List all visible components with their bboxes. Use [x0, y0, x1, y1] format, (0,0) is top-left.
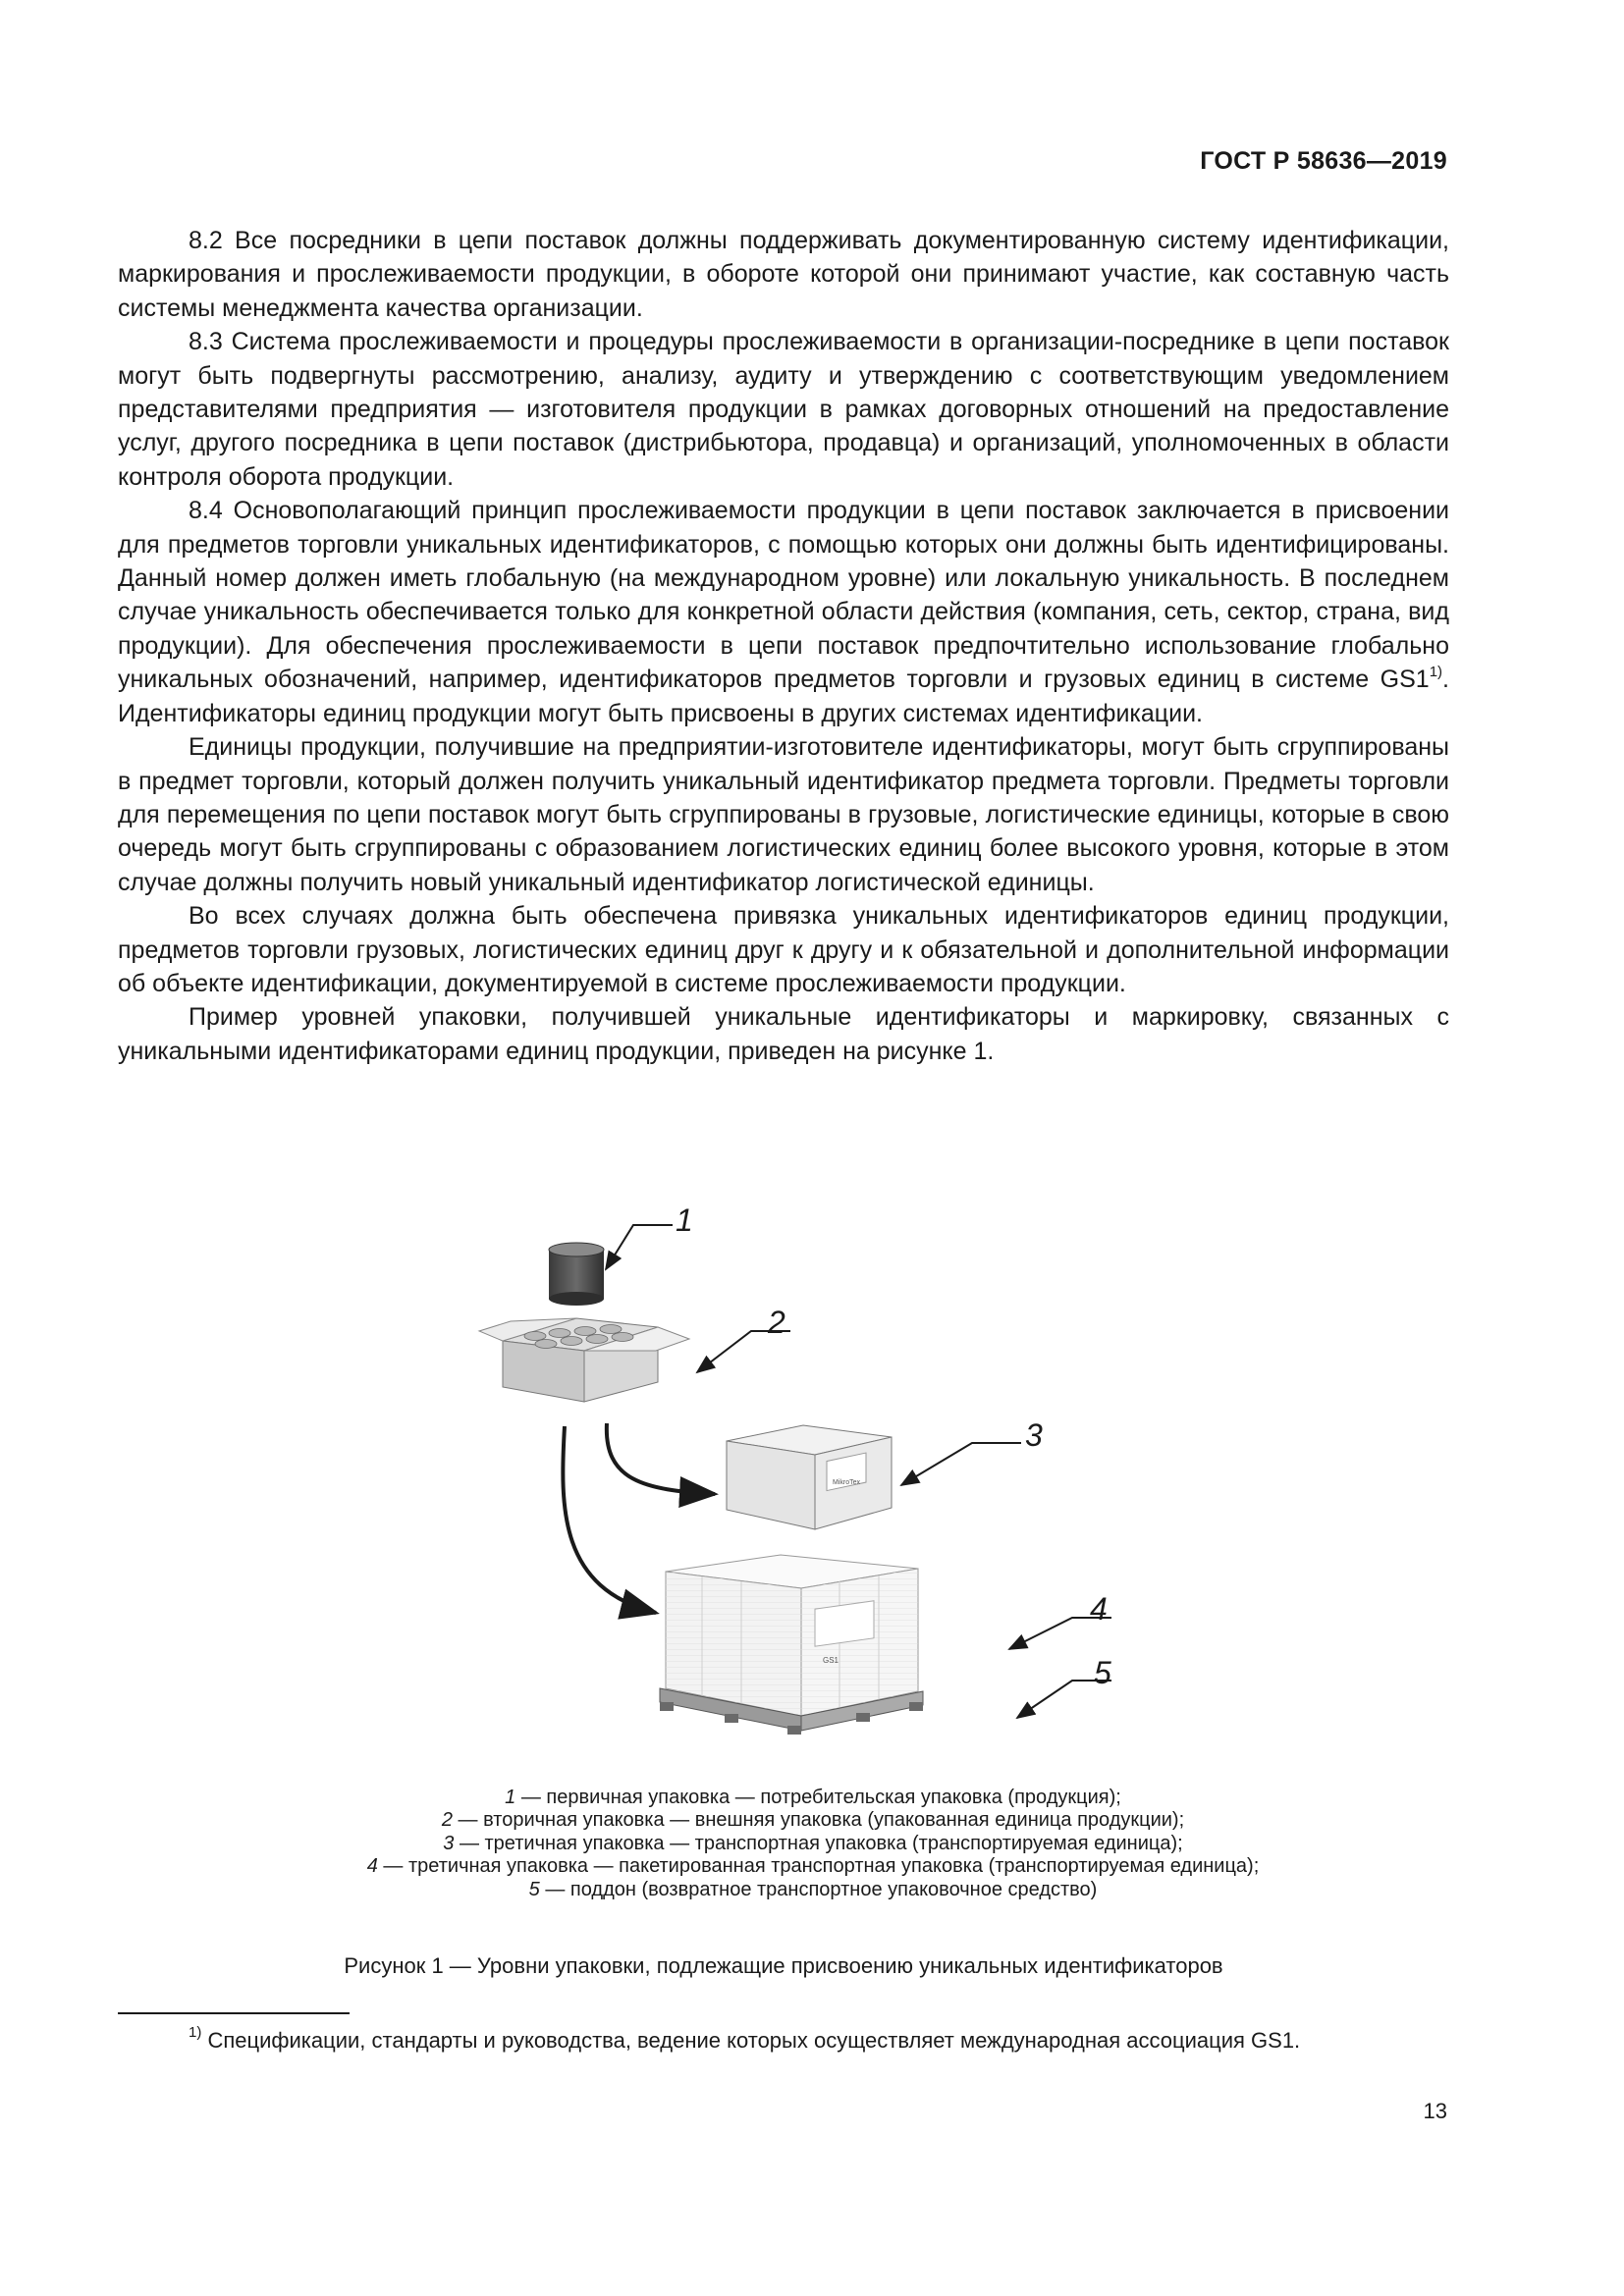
secondary-package-open-box — [479, 1318, 689, 1402]
document-header: ГОСТ Р 58636—2019 — [1200, 147, 1447, 175]
legend-item — [216, 1809, 1410, 1832]
footnote-mark: 1) — [189, 2024, 202, 2041]
paragraph-8-4-text: 8.4 Основополагающий принцип прослеживаемости продукции в цепи поставок заключается в присвоении для предметов торговли уникальных идентификаторов, с помощью которых они должны быть идентифицированы. Данный номер должен иметь глобальную (на международном уровне) или локальную уникальность. В последнем случае уникальность обеспечивается только для конкретной области действия (компания, сеть, сектор, страна, вид продукции). Для обеспечения прослеживаемости в цепи поставок предпочтительно использование глобально уникальных обозначений, например, идентификаторов предметов торговли и грузовых единиц в системе GS1 — [118, 497, 1449, 694]
pallet-label-text: GS1 — [823, 1656, 839, 1665]
wrapped-pallet-load — [666, 1555, 918, 1716]
box-label-text: MikroTex — [833, 1479, 861, 1486]
callout-3: 3 — [1025, 1417, 1043, 1453]
callout-4: 4 — [1090, 1591, 1108, 1627]
legend-text: — поддон (возвратное транспортное упаковочное средство) — [539, 1878, 1098, 1900]
footnote — [118, 2024, 1449, 2056]
callout-1: 1 — [676, 1202, 693, 1238]
paragraph-8-3: 8.3 Система прослеживаемости и процедуры прослеживаемости в организации-посреднике в цепи поставок могут быть подвергнуты рассмотрению, анализу, аудиту и утверждению с соответствующим уведомлением представителями предприятия — изготовителя продукции в рамках договорных отношений на предоставление услуг, другого посредника в цепи поставок (дистрибьютора, продавца) и организаций, уполномоченных в области контроля оборота продукции. — [118, 328, 1449, 491]
packaging-levels-figure — [432, 1196, 1139, 1765]
legend-text: — третичная упаковка — пакетированная транспортная упаковка (транспортируемая единица); — [377, 1855, 1260, 1878]
body-text — [118, 224, 1449, 1068]
legend-item — [216, 1855, 1410, 1878]
paragraph-8-4-text-end: . Идентификаторы единиц продукции могут быть присвоены в других системах идентификации. — [118, 666, 1449, 727]
footnote-text: Спецификации, стандарты и руководства, ведение которых осуществляет международная ассоциация GS1. — [201, 2028, 1301, 2053]
footnote-divider — [118, 2012, 350, 2014]
paragraph-binding: Во всех случаях должна быть обеспечена привязка уникальных идентификаторов единиц продукции, предметов торговли грузовых, логистических единиц друг к другу и к обязательной и дополнительной информации об объекте идентификации, документируемой в системе прослеживаемости продукции. — [118, 902, 1449, 997]
leader-line-1 — [606, 1225, 673, 1269]
arrow-to-transport-box — [607, 1423, 715, 1494]
legend-number: 3 — [443, 1832, 455, 1854]
legend-text: — первичная упаковка — потребительская упаковка (продукция); — [515, 1787, 1121, 1808]
page-number: 13 — [1423, 2099, 1447, 2123]
paragraph-8-2: 8.2 Все посредники в цепи поставок должны поддерживать документированную систему идентификации, маркирования и прослеживаемости продукции, в обороте которой они принимают участие, как составную часть системы менеджмента качества организации. — [118, 227, 1449, 322]
legend-item — [216, 1879, 1410, 1901]
legend-item — [216, 1833, 1410, 1855]
transport-box — [727, 1425, 892, 1529]
callout-2: 2 — [768, 1305, 785, 1340]
legend-item — [216, 1787, 1410, 1809]
paragraph-figure-reference: Пример уровней упаковки, получившей уникальные идентификаторы и маркировку, связанных с уникальными идентификаторами единиц продукции, приведен на рисунке 1. — [118, 1003, 1449, 1065]
primary-package-can — [549, 1243, 604, 1306]
legend-number: 4 — [366, 1855, 378, 1878]
paragraph-product-units: Единицы продукции, получившие на предприятии-изготовителе идентификаторы, могут быть сгруппированы в предмет торговли, который должен получить уникальный идентификатор предмета торговли. Предметы торговли для перемещения по цепи поставок могут быть сгруппированы в грузовые, логистические единицы, которые в свою очередь могут быть сгруппированы с образованием логистических единиц более высокого уровня, которые в этом случае должны получить новый уникальный идентификатор логистической единицы. — [118, 733, 1449, 896]
legend-text: — вторичная упаковка — внешняя упаковка (упакованная единица продукции); — [452, 1809, 1185, 1832]
legend-number: 1 — [505, 1787, 516, 1808]
leader-line-3 — [901, 1443, 1021, 1485]
paragraph-8-4 — [118, 494, 1449, 730]
footnote-reference[interactable]: 1) — [1429, 664, 1443, 681]
legend-number: 2 — [441, 1809, 453, 1832]
figure-caption: Рисунок 1 — Уровни упаковки, подлежащие присвоению уникальных идентификаторов — [344, 1953, 1223, 1978]
legend-text: — третичная упаковка — транспортная упаковка (транспортируемая единица); — [454, 1832, 1183, 1854]
figure-legend — [216, 1787, 1410, 1901]
callout-5: 5 — [1094, 1655, 1111, 1690]
legend-number: 5 — [528, 1878, 540, 1900]
